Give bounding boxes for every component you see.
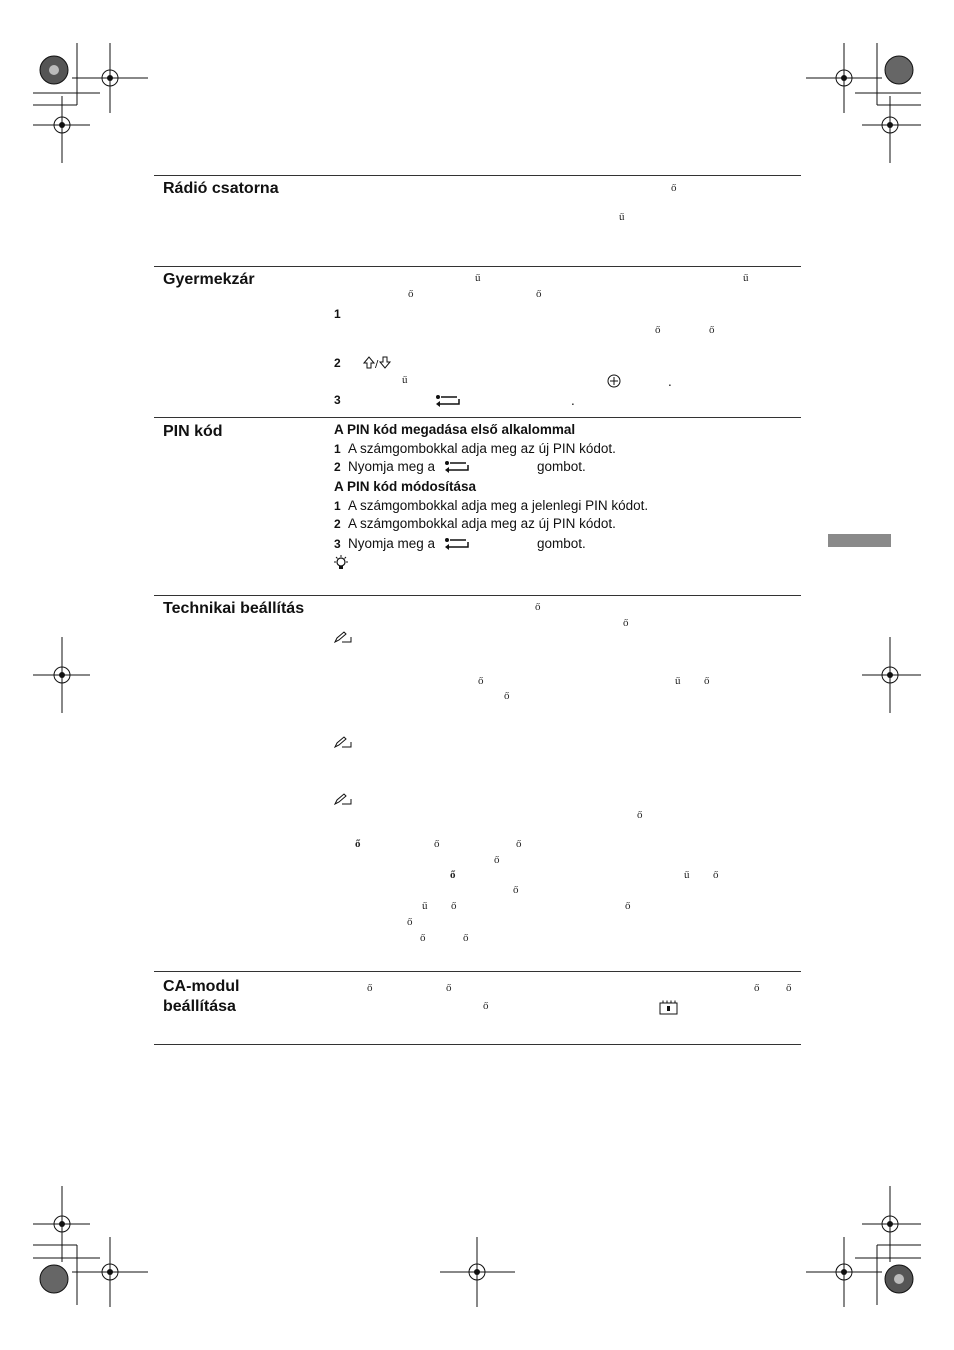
- pin-change-heading: A PIN kód módosítása: [334, 479, 477, 494]
- glyph: ő: [504, 690, 510, 702]
- glyph: ő: [483, 1000, 489, 1012]
- pin-first-heading: A PIN kód megadása első alkalommal: [334, 422, 576, 437]
- step-number: 3: [334, 537, 341, 551]
- step-number: 2: [334, 460, 341, 474]
- glyph: ő: [754, 982, 760, 994]
- glyph: ő: [494, 854, 500, 866]
- glyph: ű: [475, 272, 481, 284]
- pin-change-step-3: Nyomja meg a: [348, 536, 436, 551]
- period: .: [668, 374, 672, 389]
- glyph: ő: [407, 916, 413, 928]
- glyph: ő: [786, 982, 792, 994]
- section-title-camodul-line2: beállítása: [163, 998, 236, 1015]
- glyph: ő: [704, 675, 710, 687]
- glyph: ő: [451, 900, 457, 912]
- glyph: ű: [619, 211, 625, 223]
- registration-mark-icon: [33, 96, 90, 163]
- glyph: ő: [420, 932, 426, 944]
- step-number: 3: [334, 393, 341, 407]
- glyph: ű: [422, 900, 428, 912]
- step-number: 1: [334, 307, 341, 321]
- up-down-arrow-icon: [362, 356, 392, 370]
- glyph: ő: [478, 675, 484, 687]
- glyph: ő: [434, 838, 440, 850]
- glyph: ő: [446, 982, 452, 994]
- section-divider: [154, 595, 801, 596]
- tip-bulb-icon: [333, 555, 349, 571]
- period: .: [571, 393, 575, 408]
- registration-mark-icon: [862, 96, 921, 163]
- glyph: ő: [671, 182, 677, 194]
- note-pencil-icon: [334, 631, 352, 643]
- pin-first-step-2-suffix: gombot.: [537, 459, 586, 474]
- glyph: ő: [623, 617, 629, 629]
- enter-circle-icon: [607, 374, 621, 388]
- glyph: ő: [450, 869, 456, 881]
- glyph: ű: [402, 374, 408, 386]
- pin-first-step-2: Nyomja meg a: [348, 459, 436, 474]
- ca-module-icon: [659, 1000, 679, 1016]
- glyph: ő: [355, 838, 361, 850]
- glyph: ő: [655, 324, 661, 336]
- glyph: ő: [513, 884, 519, 896]
- svg-text:/: /: [375, 359, 379, 370]
- section-title-technikai: Technikai beállítás: [163, 600, 305, 617]
- glyph: ő: [408, 288, 414, 300]
- section-divider: [154, 971, 801, 972]
- glyph: ő: [367, 982, 373, 994]
- glyph: ű: [684, 869, 690, 881]
- glyph: ő: [625, 900, 631, 912]
- section-title-gyermekzar: Gyermekzár: [163, 271, 255, 288]
- glyph: ő: [463, 932, 469, 944]
- step-number: 1: [334, 499, 341, 513]
- glyph: ő: [536, 288, 542, 300]
- section-divider: [154, 175, 801, 176]
- glyph: ű: [675, 675, 681, 687]
- return-arrow-icon: [444, 460, 470, 474]
- section-title-pin: PIN kód: [163, 423, 223, 440]
- section-divider: [154, 1044, 801, 1045]
- return-arrow-icon: [444, 537, 470, 551]
- side-section-tab: [828, 534, 891, 547]
- glyph: ő: [637, 809, 643, 821]
- glyph: ő: [535, 601, 541, 613]
- section-title-camodul-line1: CA-modul: [163, 978, 240, 995]
- pin-change-step-2: A számgombokkal adja meg az új PIN kódot.: [348, 516, 616, 531]
- section-divider: [154, 417, 801, 418]
- glyph: ő: [709, 324, 715, 336]
- glyph: ő: [713, 869, 719, 881]
- glyph: ű: [743, 272, 749, 284]
- pin-first-step-1: A számgombokkal adja meg az új PIN kódot.: [348, 441, 616, 456]
- pin-change-step-1: A számgombokkal adja meg a jelenlegi PIN kódot.: [348, 498, 649, 513]
- note-pencil-icon: [334, 736, 352, 748]
- section-divider: [154, 266, 801, 267]
- return-arrow-icon: [435, 394, 461, 408]
- step-number: 2: [334, 517, 341, 531]
- glyph: ő: [516, 838, 522, 850]
- note-pencil-icon: [334, 793, 352, 805]
- pin-change-step-3-suffix: gombot.: [537, 536, 586, 551]
- section-title-radio: Rádió csatorna: [163, 180, 279, 197]
- step-number: 1: [334, 442, 341, 456]
- step-number: 2: [334, 356, 341, 370]
